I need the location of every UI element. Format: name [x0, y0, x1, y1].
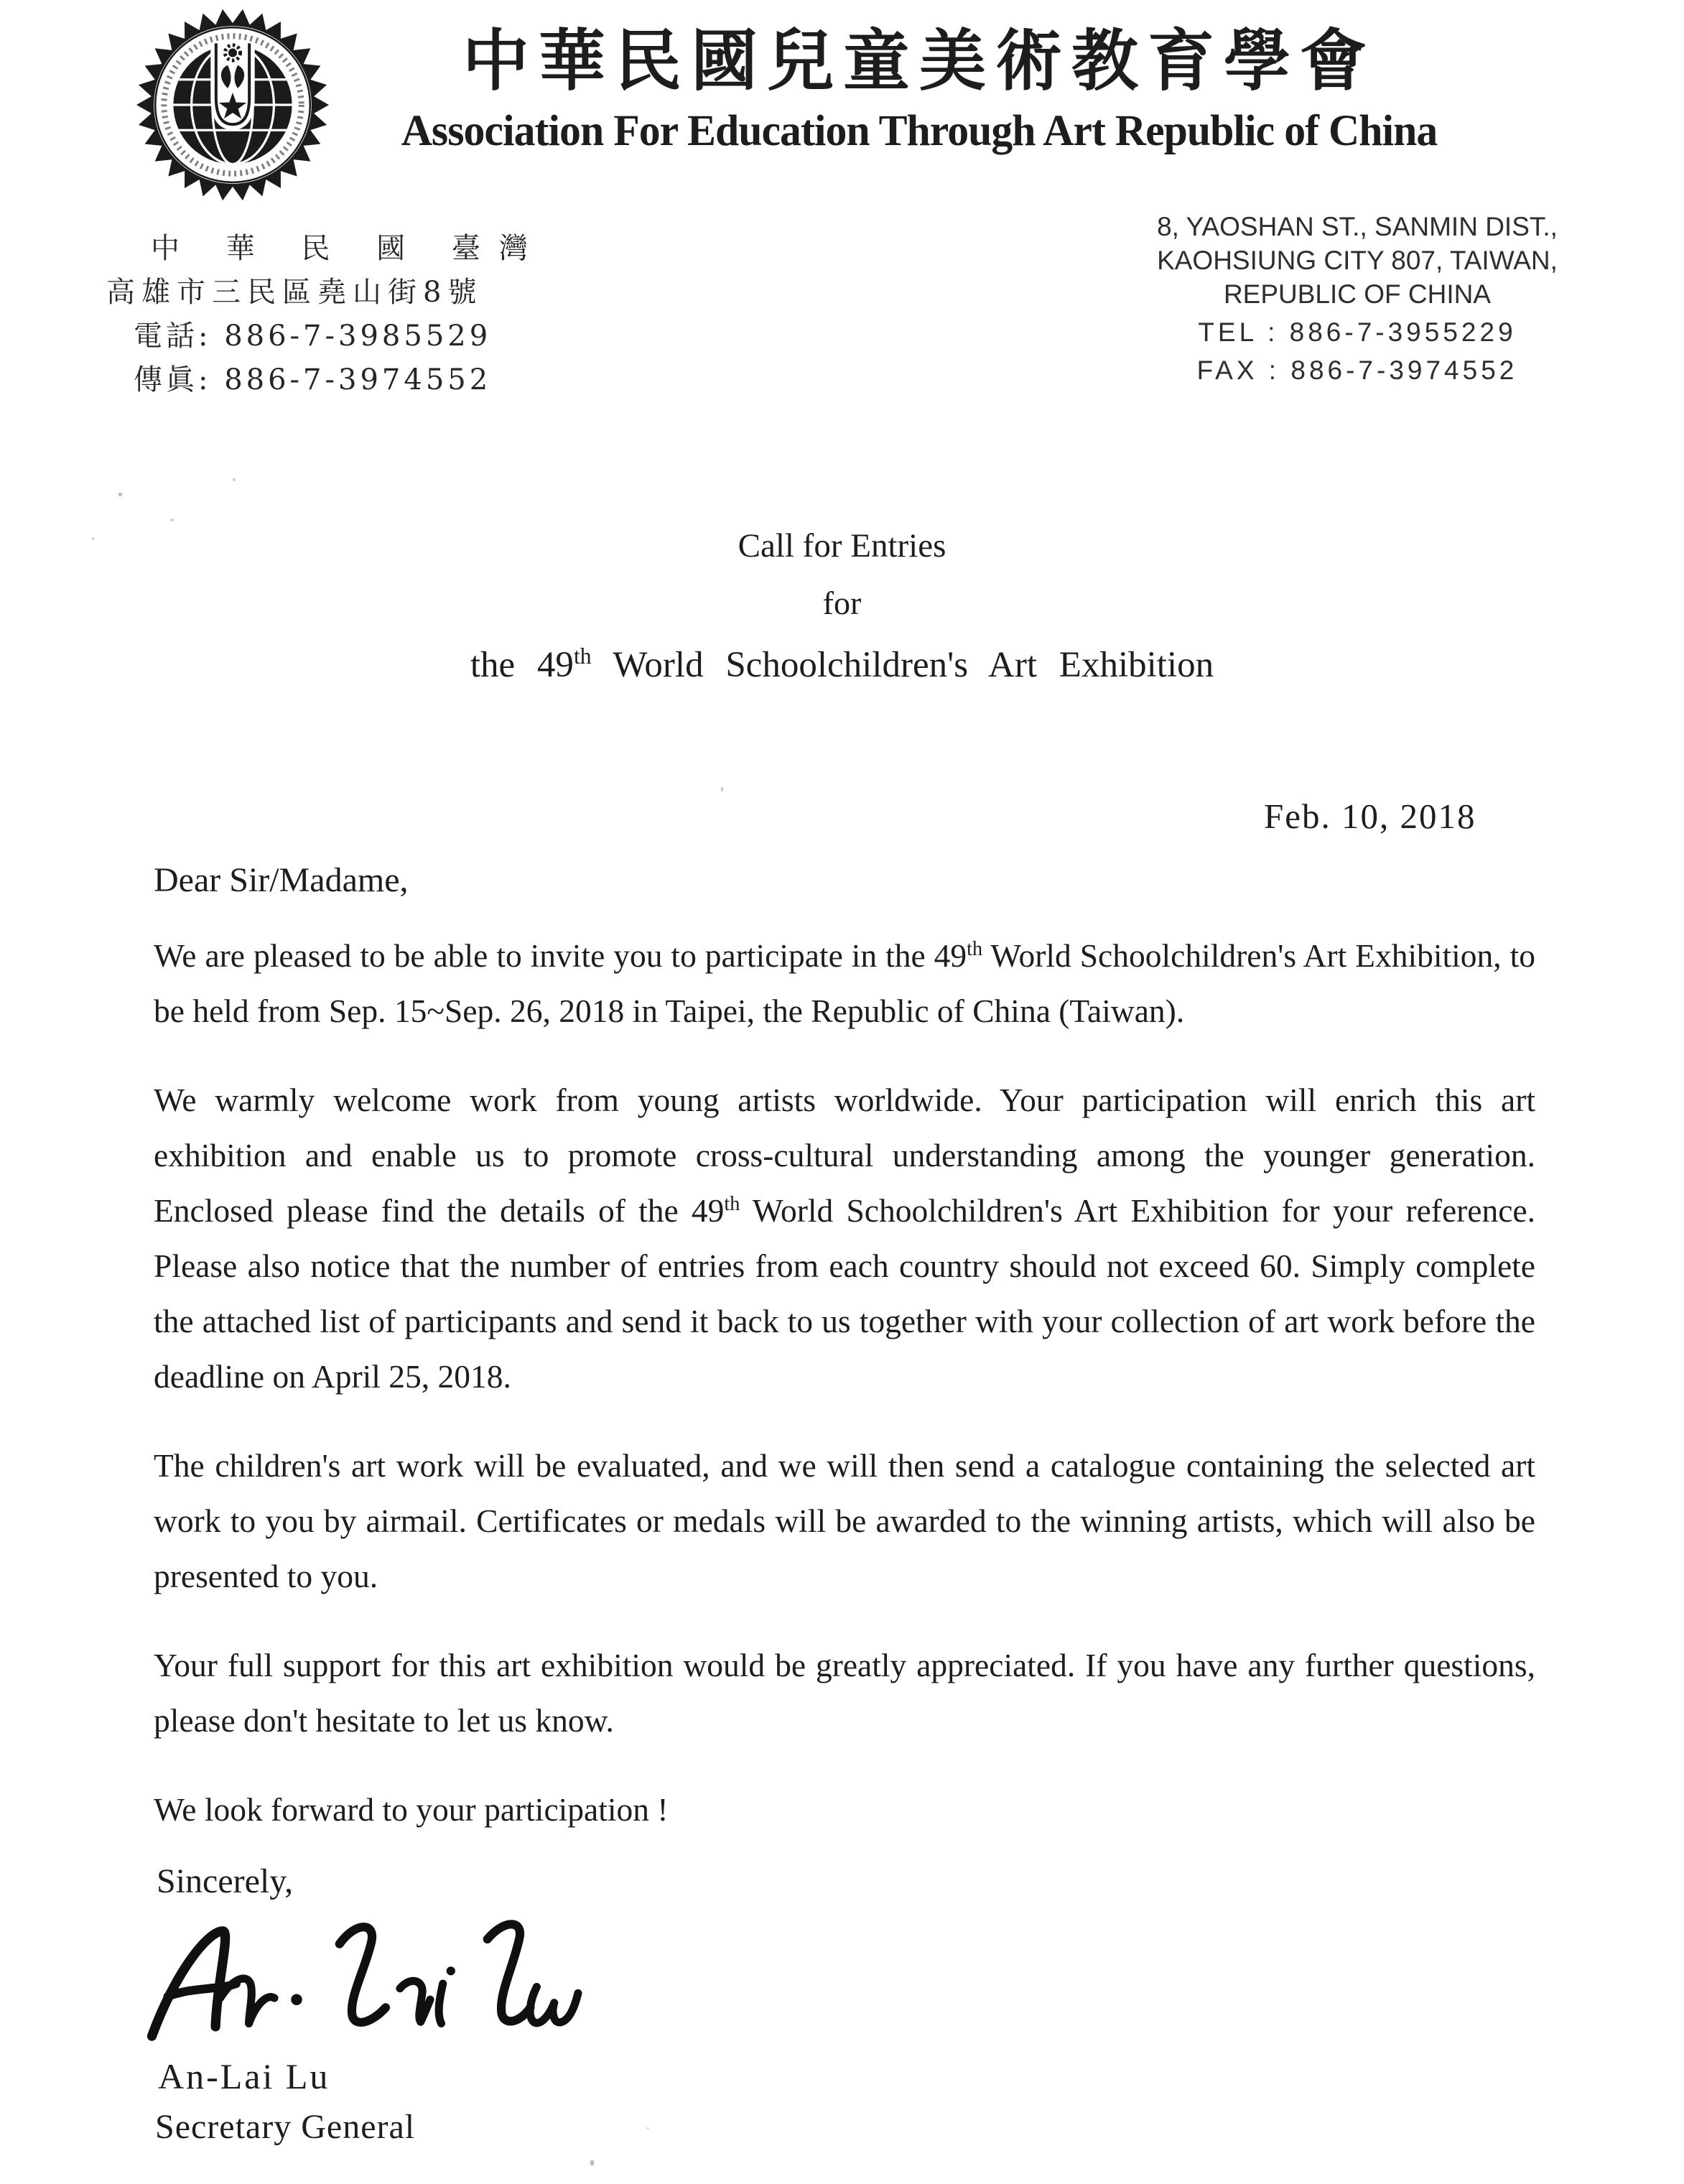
closing-word: Sincerely, — [157, 1862, 294, 1900]
org-title-chinese: 中華民國兒童美術教育學會 — [462, 22, 1376, 100]
signature-handwriting — [141, 1893, 586, 2058]
paragraph-1-rest: World Schoolchildren's Art Exhibition, to be held from Sep. 15~Sep. 26, 2018 in Taipei, the Republic of China (Taiwan). — [154, 937, 1535, 1029]
letterhead — [330, 22, 1508, 157]
phone-zh: 電話: 886-7-3985529 — [134, 320, 492, 353]
letter-subject — [0, 526, 1684, 687]
paragraph-2 — [154, 1072, 1535, 1404]
paragraph-5: We look forward to your participation ! — [154, 1791, 669, 1828]
org-title-english: Association For Education Through Art Republic of China — [401, 107, 1438, 155]
subject-line-1: Call for Entries — [738, 527, 946, 564]
address-country-zh: 中 華 民 國 臺灣 — [151, 232, 546, 265]
signer-name: An-Lai Lu — [158, 2056, 330, 2096]
paragraph-1-text: We are pleased to be able to invite you to participate in the 49 — [154, 937, 967, 974]
paragraph-4: Your full support for this art exhibition would be greatly appreciated. If you have any further questions, please don't hesitate to let us know. — [154, 1647, 1535, 1739]
subject-line-3-text: the 49 — [470, 645, 574, 685]
address-block-chinese — [106, 227, 566, 402]
subject-line-3-rest: World Schoolchildren's Art Exhibition — [591, 645, 1214, 685]
address-city-en: KAOHSIUNG CITY 807, TAIWAN, — [1157, 246, 1558, 275]
signer-title: Secretary General — [155, 2108, 416, 2146]
subject-line-2: for — [822, 585, 862, 621]
address-block-english — [1120, 210, 1594, 387]
salutation: Dear Sir/Madame, — [154, 861, 409, 899]
fax-en: FAX : 886-7-3974552 — [1196, 356, 1518, 385]
address-street-en: 8, YAOSHAN ST., SANMIN DIST., — [1157, 212, 1558, 241]
paragraph-3: The children's art work will be evaluated, and we will then send a catalogue containing the selected art work to you by airmail. Certificates or medals will be awarded to the winning artists, which will also be presented to you. — [154, 1447, 1535, 1594]
letter-date: Feb. 10, 2018 — [1264, 796, 1476, 836]
ordinal-superscript: th — [724, 1192, 740, 1215]
address-street-zh: 高雄市三民區堯山街8號 — [106, 276, 483, 309]
phone-en: TEL : 886-7-3955229 — [1198, 317, 1517, 347]
subject-line-3 — [0, 643, 1684, 687]
paragraph-2-text: We warmly welcome work from young artists worldwide. Your participation will enrich this art exhibition and enable us to promote cross-cultural understanding among the younger generation. Enclosed please find the details of the 49 — [154, 1082, 1535, 1229]
ordinal-superscript: th — [573, 643, 592, 669]
fax-zh: 傳眞: 886-7-3974552 — [134, 363, 492, 396]
address-country-en: REPUBLIC OF CHINA — [1223, 279, 1492, 309]
association-seal-logo — [135, 7, 330, 203]
paragraph-1 — [154, 928, 1535, 1038]
letter-body — [154, 928, 1535, 1837]
paragraph-2-rest: World Schoolchildren's Art Exhibition for your reference. Please also notice that the number of entries from each country should not exceed 60. Simply complete the attached list of participants and send it back to us together with your collection of art work before the deadline on April 25, 2018. — [154, 1192, 1536, 1395]
ordinal-superscript: th — [967, 937, 983, 960]
